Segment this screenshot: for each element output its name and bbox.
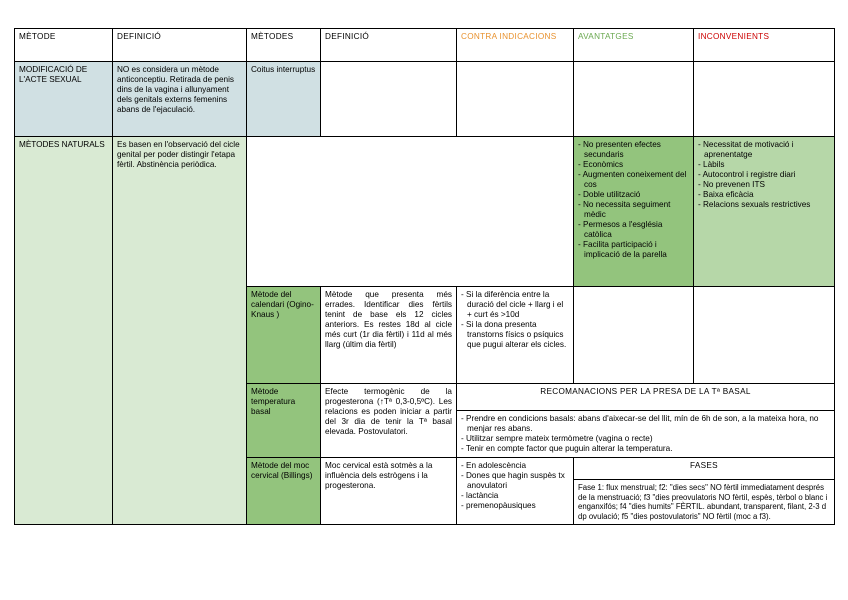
temperatura-name: Mètode temperatura basal (247, 384, 321, 458)
header-definicio-2: DEFINICIÓ (321, 29, 457, 62)
calendari-definicio: Mètode que presenta més errades. Identificar dies fèrtils tenint de base els 12 cicles anteriors. Es restes 18d al cicle més curt (1r dia fèrtil) i 11d al més llarg (últim dia fèrtil) (321, 287, 457, 384)
contraindicacio-item: - Si la diferència entre la duració del cicle + llarg i el + curt és >10d (461, 290, 569, 320)
empty-cell (694, 287, 835, 384)
calendari-name: Mètode del calendari (Ogino-Knaus ) (247, 287, 321, 384)
contraindicacio-item: - lactància (461, 491, 569, 501)
inconvenient-item: - Baixa eficàcia (698, 190, 830, 200)
header-metodes: MÈTODES (247, 29, 321, 62)
naturals-definicio: Es basen en l'observació del cicle genital per poder distingir l'etapa fèrtil. Abstinència periòdica. (113, 137, 247, 525)
inconvenient-item: - Autocontrol i registre diari (698, 170, 830, 180)
empty-cell (457, 62, 574, 137)
moc-definicio: Moc cervical està sotmès a la influència dels estrògens i la progesterona. (321, 458, 457, 525)
moc-fases-text: Fase 1: flux menstrual; f2: "dies secs" NO fèrtil immediatament després de la menstruació; f3 "dies preovulatoris NO fèrtil, espès, tèrbol o blanc i enganxifós; f4 "dies humits" FÈRTIL. abundant, transparent, filant, 2-3 d dp ovulació; f5 "dies postovulatoris" NO fèrtil (moc a f3). (574, 480, 835, 525)
header-definicio: DEFINICIÓ (113, 29, 247, 62)
header-contraindicacions: CONTRA INDICACIONS (457, 29, 574, 62)
row-naturals (15, 137, 835, 287)
inconvenient-item: - Làbils (698, 160, 830, 170)
header-metode: MÈTODE (15, 29, 113, 62)
moc-fases-title: FASES (574, 458, 835, 480)
avantatge-item: - No presenten efectes secundaris (578, 140, 689, 160)
header-row (15, 29, 835, 62)
recomanacio-item: - Utilitzar sempre mateix termòmetre (vagina o recte) (461, 434, 830, 444)
temperatura-recom (457, 411, 835, 458)
empty-cell (247, 137, 574, 287)
contraindicacio-item: - En adolescència (461, 461, 569, 471)
moc-contra-list (461, 461, 569, 511)
naturals-metode: MÈTODES NATURALS (15, 137, 113, 525)
recomanacio-item: - Tenir en compte factor que puguin alterar la temperatura. (461, 444, 830, 454)
naturals-inconvenients (694, 137, 835, 287)
empty-cell (574, 62, 694, 137)
header-inconvenients: INCONVENIENTS (694, 29, 835, 62)
header-avantatges: AVANTATGES (574, 29, 694, 62)
contraception-methods-table (14, 28, 835, 525)
empty-cell (694, 62, 835, 137)
avantatge-item: - Econòmics (578, 160, 689, 170)
inconvenient-item: - No prevenen ITS (698, 180, 830, 190)
temperatura-recom-title: RECOMANACIONS PER LA PRESA DE LA Tª BASAL (457, 384, 835, 411)
avantatge-item: - Permesos a l'església catòlica (578, 220, 689, 240)
avantatges-list (578, 140, 689, 260)
coitus-interruptus-cell: Coitus interruptus (247, 62, 321, 137)
empty-cell (574, 287, 694, 384)
naturals-avantatges (574, 137, 694, 287)
recomanacio-item: - Prendre en condicions basals: abans d'aixecar-se del llit, mín de 6h de son, a la mateixa hora, no menjar res abans. (461, 414, 830, 434)
modificacio-definicio: NO es considera un mètode anticonceptiu. Retirada de penis dins de la vagina i allunyament dels genitals externs femenins abans de l'ejaculació. (113, 62, 247, 137)
contraindicacio-item: - premenopàusiques (461, 501, 569, 511)
inconvenients-list (698, 140, 830, 210)
contraindicacio-item: - Si la dona presenta transtorns físics o psíquics que pugui alterar els cicles. (461, 320, 569, 350)
temperatura-definicio: Efecte termogènic de la progesterona (↑Tª 0,3-0,5ºC). Les relacions es poden iniciar a partir del 3r dia de tenir la Tª basal elevada. Postovulatori. (321, 384, 457, 458)
inconvenient-item: - Relacions sexuals restrictives (698, 200, 830, 210)
modificacio-metode: MODIFICACIÓ DE L'ACTE SEXUAL (15, 62, 113, 137)
row-modificacio (15, 62, 835, 137)
avantatge-item: - Doble utilització (578, 190, 689, 200)
avantatge-item: - No necessita seguiment mèdic (578, 200, 689, 220)
calendari-contra-list (461, 290, 569, 350)
calendari-contra (457, 287, 574, 384)
inconvenient-item: - Necessitat de motivació i aprenentatge (698, 140, 830, 160)
avantatge-item: - Facilita participació i implicació de la parella (578, 240, 689, 260)
moc-contra (457, 458, 574, 525)
temperatura-recom-list (461, 414, 830, 454)
avantatge-item: - Augmenten coneixement del cos (578, 170, 689, 190)
empty-cell (321, 62, 457, 137)
moc-name: Mètode del moc cervical (Billings) (247, 458, 321, 525)
contraindicacio-item: - Dones que hagin suspès tx anovulatori (461, 471, 569, 491)
